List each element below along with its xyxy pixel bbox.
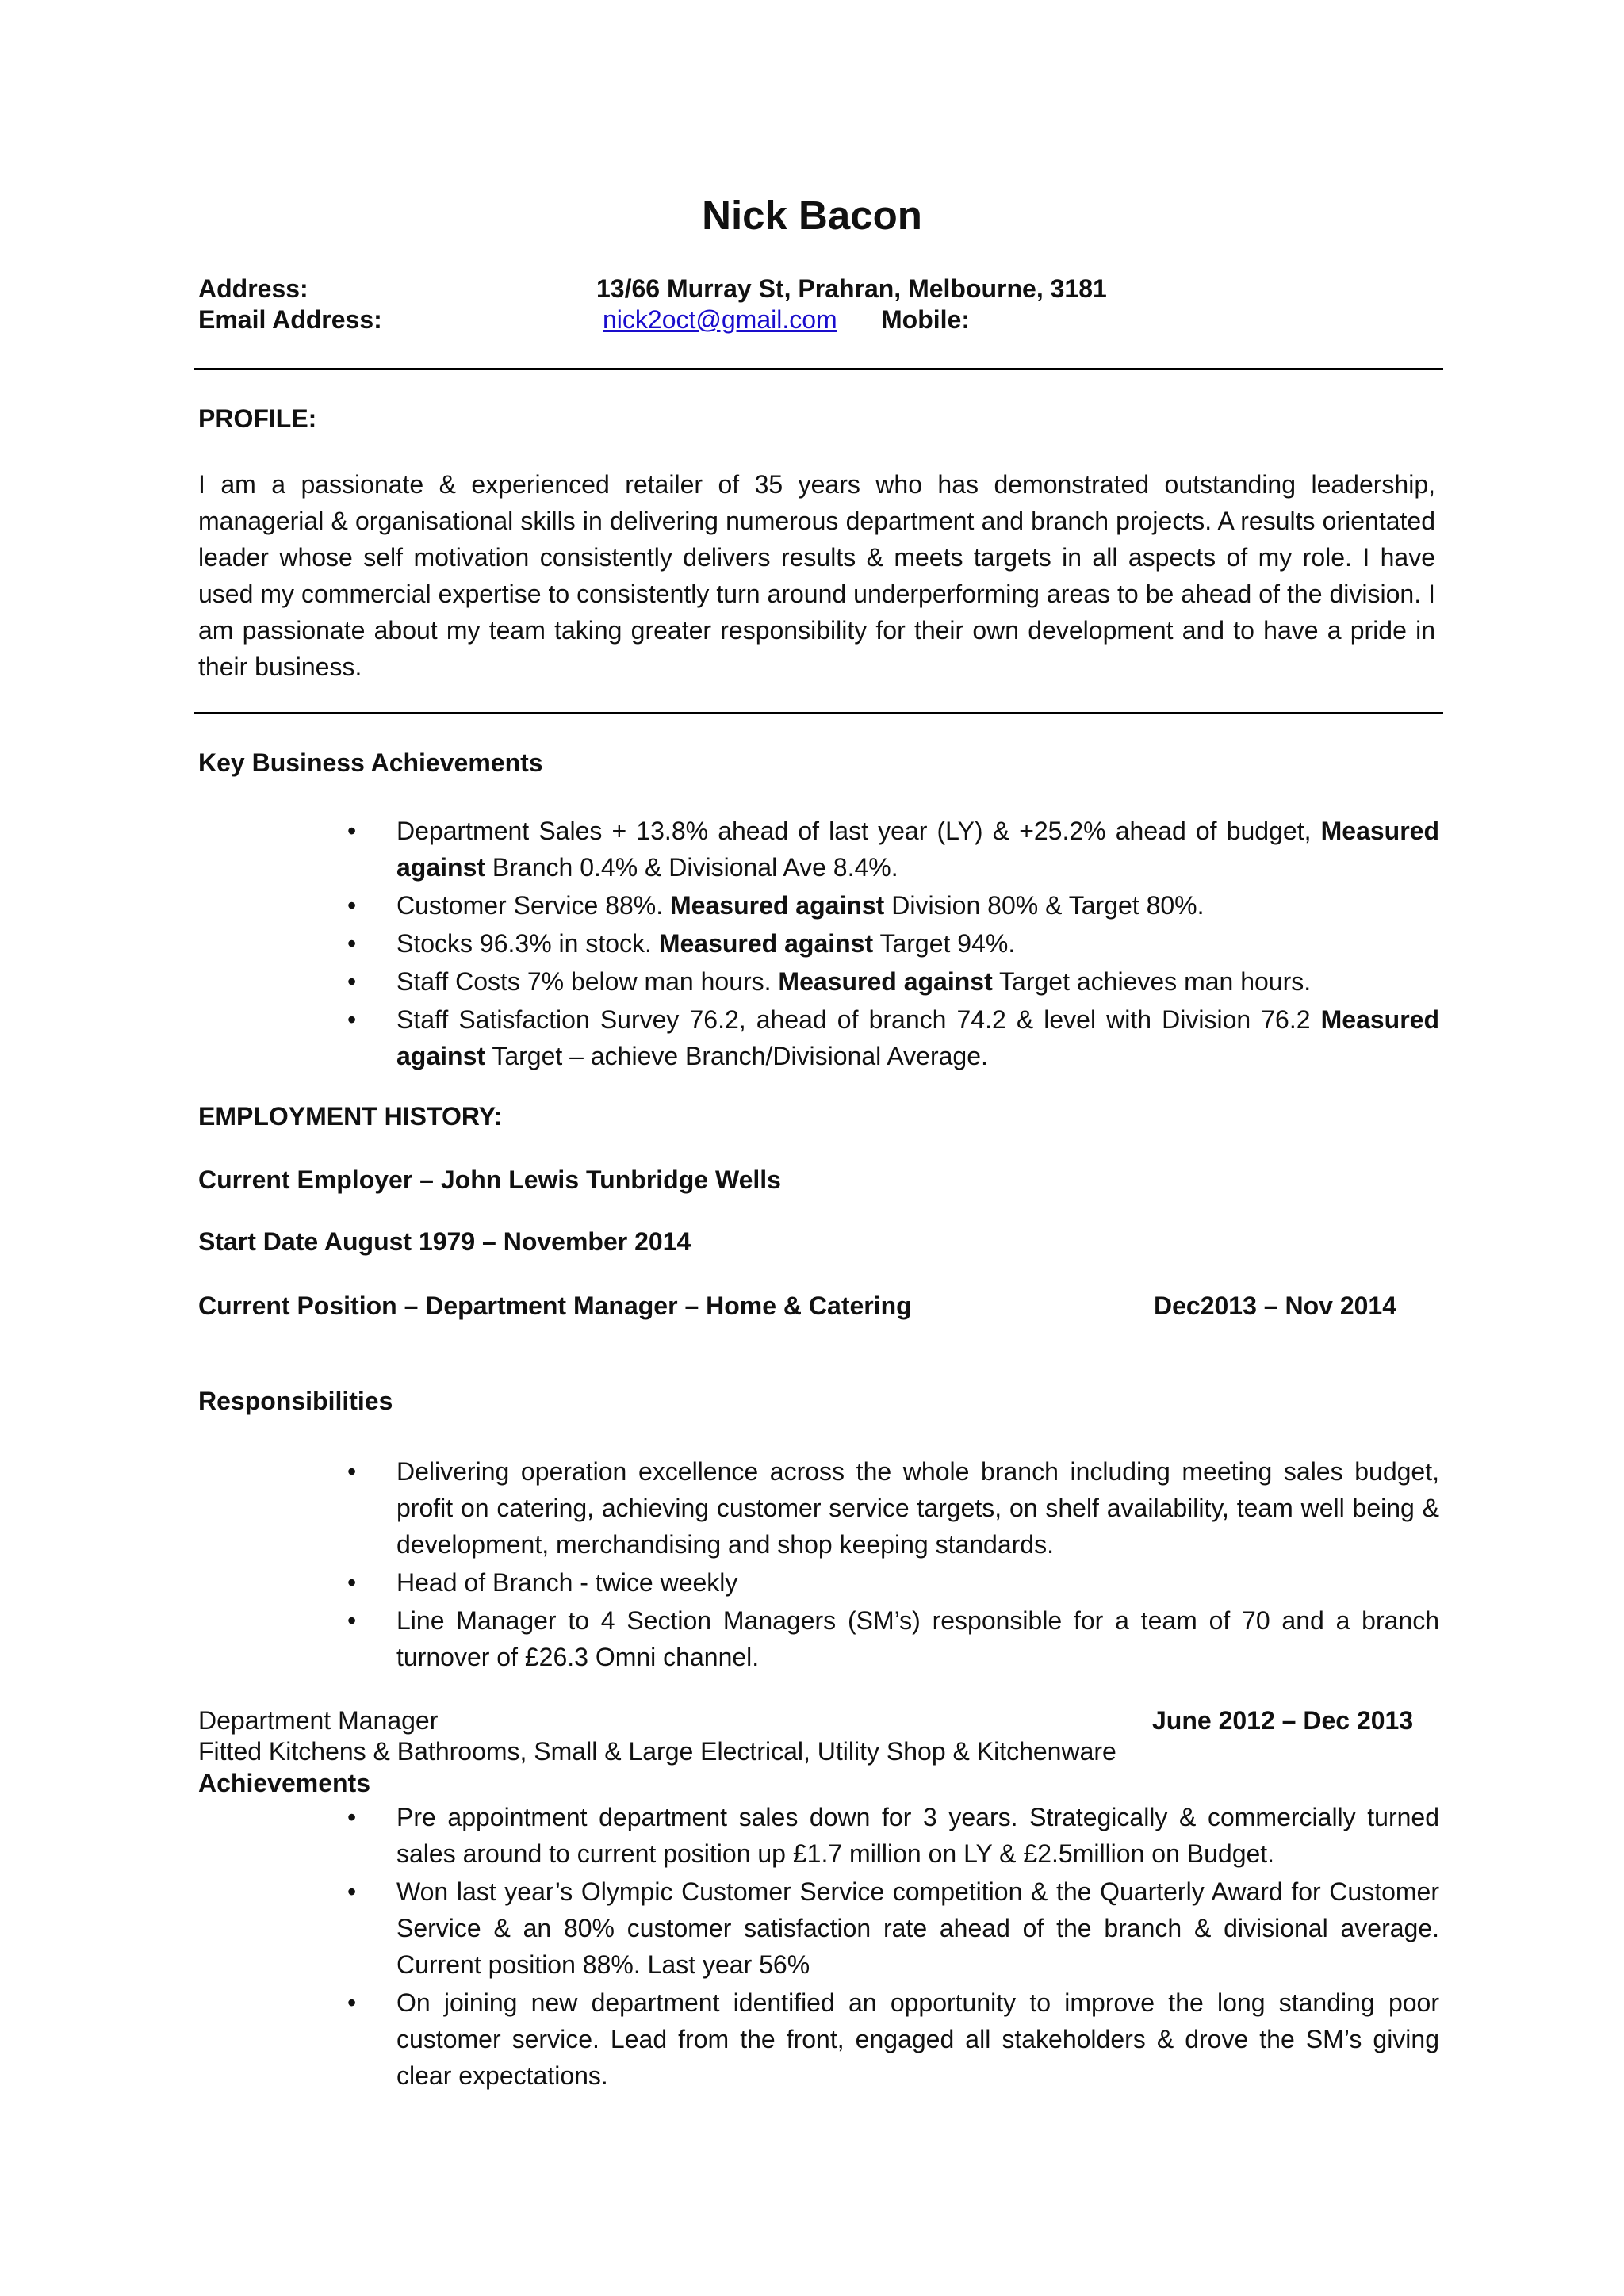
mobile-label: Mobile: (881, 305, 970, 334)
prev-role-dates: June 2012 – Dec 2013 (1152, 1706, 1414, 1735)
email-label: Email Address: (198, 305, 382, 334)
list-item: • Head of Branch - twice weekly (347, 1568, 738, 1597)
candidate-name: Nick Bacon (702, 193, 922, 238)
header-divider (194, 368, 1443, 370)
list-item: • Staff Costs 7% below man hours. Measured against Target achieves man hours. (347, 967, 1312, 996)
address-label: Address: (198, 274, 308, 303)
list-item: • Customer Service 88%. Measured against Division 80% & Target 80%. (347, 891, 1205, 920)
profile-heading: PROFILE: (198, 404, 317, 433)
prev-role-title: Department Manager (198, 1706, 439, 1735)
list-item: • Delivering operation excellence across the whole branch including meeting sales budget, profit on catering, achieving customer service targets, on shelf availability, team well being & development, merchandising and shop keeping standards. (347, 1457, 1439, 1559)
responsibilities-heading: Responsibilities (198, 1387, 393, 1415)
current-position: Current Position – Department Manager – Home & Catering (198, 1292, 912, 1320)
list-item: • Line Manager to 4 Section Managers (SM’s) responsible for a team of 70 and a branch turnover of £26.3 Omni channel. (347, 1606, 1439, 1671)
current-position-dates: Dec2013 – Nov 2014 (1154, 1292, 1396, 1320)
profile-divider (194, 712, 1443, 714)
current-employer: Current Employer – John Lewis Tunbridge Wells (198, 1165, 781, 1194)
prev-achievements-list (341, 1799, 1439, 2095)
achievements-list (341, 813, 1439, 1076)
employment-heading: EMPLOYMENT HISTORY: (198, 1102, 503, 1131)
achievements-heading: Key Business Achievements (198, 748, 543, 777)
list-item: • On joining new department identified an opportunity to improve the long standing poor customer service. Lead from the front, engaged all stakeholders & drove the SM’s giving clear expectations. (347, 1988, 1439, 2090)
list-item: • Staff Satisfaction Survey 76.2, ahead of branch 74.2 & level with Division 76.2 Measured against Target – achieve Branch/Divisional Average. (347, 1005, 1439, 1070)
responsibilities-list (341, 1453, 1439, 1677)
email-link[interactable]: nick2oct@gmail.com (603, 305, 837, 334)
address-value: 13/66 Murray St, Prahran, Melbourne, 3181 (596, 274, 1107, 303)
prev-achievements-heading: Achievements (198, 1769, 370, 1797)
list-item: • Pre appointment department sales down for 3 years. Strategically & commercially turned sales around to current position up £1.7 million on LY & £2.5million on Budget. (347, 1803, 1439, 1868)
profile-text: I am a passionate & experienced retailer of 35 years who has demonstrated outstanding leadership, managerial & organisational skills in delivering numerous department and branch projects. A results orientated leader whose self motivation consistently delivers results & meets targets in all aspects of my role. I have used my commercial expertise to consistently turn around underperforming areas to be ahead of the division. I am passionate about my team taking greater responsibility for their own development and to have a pride in their business. (198, 470, 1435, 681)
list-item: • Department Sales + 13.8% ahead of last year (LY) & +25.2% ahead of budget, Measured against Branch 0.4% & Divisional Ave 8.4%. (347, 817, 1439, 882)
list-item: • Won last year’s Olympic Customer Service competition & the Quarterly Award for Customer Service & an 80% customer satisfaction rate ahead of the branch & divisional average. Current position 88%. Last year 56% (347, 1877, 1439, 1979)
list-item: • Stocks 96.3% in stock. Measured against Target 94%. (347, 929, 1016, 958)
prev-role-departments: Fitted Kitchens & Bathrooms, Small & Large Electrical, Utility Shop & Kitchenware (198, 1737, 1116, 1766)
start-date: Start Date August 1979 – November 2014 (198, 1227, 691, 1256)
